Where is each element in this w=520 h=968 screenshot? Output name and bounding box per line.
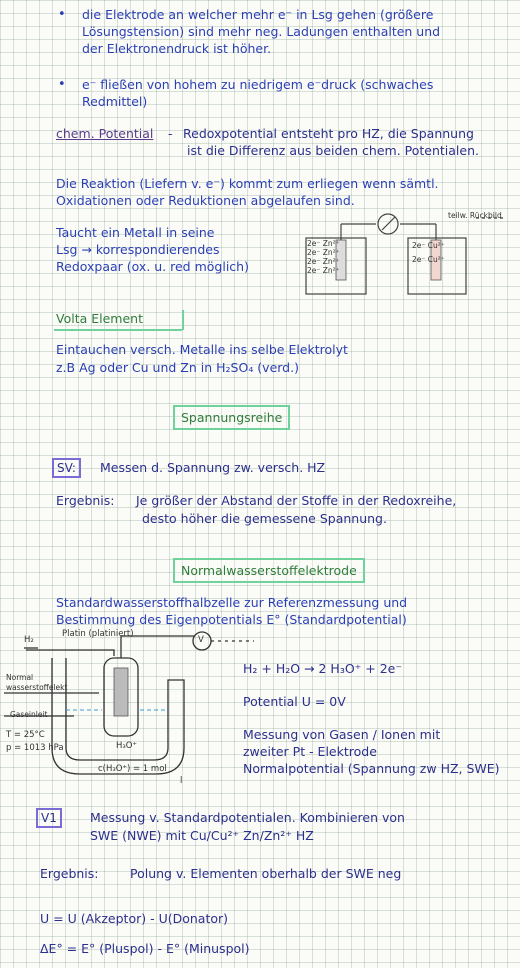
ergebnis1-line1: Je größer der Abstand der Stoffe in der Redoxreihe,: [136, 493, 457, 508]
reaction-line2: Oxidationen oder Reduktionen abgelaufen sind.: [56, 193, 355, 208]
pressure-label: p = 1013 hPa: [6, 743, 64, 753]
eq-m2: zweiter Pt - Elektrode: [243, 744, 377, 759]
diagram1-label: teilw. Rückbild: [448, 211, 502, 220]
ergebnis1-line2: desto höher die gemessene Spannung.: [142, 511, 387, 526]
conc-label: c(H₃O⁺) = 1 mol: [98, 764, 167, 774]
bullet-dot: •: [58, 77, 66, 92]
bullet1-line2: Lösungstension) sind mehr neg. Ladungen enthalten und: [82, 24, 441, 39]
standard-line1: Standardwasserstoffhalbzelle zur Referenzmessung und: [56, 595, 408, 610]
volta-line1: Eintauchen versch. Metalle ins selbe Elektrolyt: [56, 342, 348, 357]
diagram1-cell: 2e⁻ Cu²⁺: [412, 241, 445, 250]
volta-title: Volta Element: [56, 311, 143, 326]
diagram1-cell: 2e⁻ Zn²⁺: [307, 266, 340, 275]
v1-line1: Messung v. Standardpotentialen. Kombinieren von: [90, 810, 405, 825]
gaseinleit-label: Gaseinleit: [10, 710, 48, 719]
v1-line2: SWE (NWE) mit Cu/Cu²⁺ Zn/Zn²⁺ HZ: [90, 828, 314, 843]
diagram1-cell: 2e⁻ Zn²⁺: [307, 248, 340, 257]
diagram1-cell: 2e⁻ Zn²⁺: [307, 257, 340, 266]
eq-potential: Potential U = 0V: [243, 694, 346, 709]
ergebnis2-label: Ergebnis:: [40, 866, 99, 881]
standard-line2: Bestimmung des Eigenpotentials E° (Standardpotential): [56, 612, 407, 627]
platin-label: Platin (platiniert): [62, 629, 134, 639]
normal-label: wasserstoffelekt: [6, 683, 68, 692]
ergebnis2-text: Polung v. Elementen oberhalb der SWE neg: [130, 866, 402, 881]
sv-label: SV:: [52, 458, 81, 478]
chem-line2: ist die Differenz aus beiden chem. Potentialen.: [187, 143, 479, 158]
spannungsreihe-heading: Spannungsreihe: [173, 405, 290, 430]
volta-bracket: [182, 310, 184, 330]
bullet2-line2: Redmittel): [82, 94, 148, 109]
formula-u: U = U (Akzeptor) - U(Donator): [40, 911, 229, 926]
reaction-line1: Die Reaktion (Liefern v. e⁻) kommt zum erliegen wenn sämtl.: [56, 176, 439, 191]
v1-label: V1: [36, 808, 62, 828]
chem-line1: Redoxpotential entsteht pro HZ, die Spannung: [183, 126, 474, 141]
voltmeter-label: V: [198, 635, 204, 645]
eq-m1: Messung von Gasen / Ionen mit: [243, 727, 441, 742]
h2-label: H₂: [24, 635, 34, 645]
metal-line2: Lsg → korrespondierendes: [56, 242, 220, 257]
chem-dash: -: [168, 126, 173, 141]
sv-text: Messen d. Spannung zw. versch. HZ: [100, 460, 326, 475]
eq-reaction: H₂ + H₂O → 2 H₃O⁺ + 2e⁻: [243, 661, 402, 676]
ergebnis1-label: Ergebnis:: [56, 493, 115, 508]
formula-e: ΔE° = E° (Pluspol) - E° (Minuspol): [40, 941, 250, 956]
chem-potential-label: chem. Potential: [56, 126, 154, 141]
diagram1-cell: 2e⁻ Cu²⁺: [412, 255, 445, 264]
nwe-heading: Normalwasserstoffelektrode: [173, 558, 365, 583]
diagram1-cell: 2e⁻ Zn²⁺: [307, 239, 340, 248]
bullet2-line1: e⁻ fließen von hohem zu niedrigem e⁻druck (schwaches: [82, 77, 434, 92]
volta-underline: [54, 329, 182, 331]
bullet1-line3: der Elektronendruck ist höher.: [82, 41, 272, 56]
bullet-dot: •: [58, 7, 66, 22]
normal-label: Normal: [6, 673, 34, 682]
metal-line3: Redoxpaar (ox. u. red möglich): [56, 259, 249, 274]
metal-line1: Taucht ein Metall in seine: [56, 225, 215, 240]
bullet1-line1: die Elektrode an welcher mehr e⁻ in Lsg gehen (größere: [82, 7, 434, 22]
conc-den: l: [180, 776, 183, 786]
eq-m3: Normalpotential (Spannung zw HZ, SWE): [243, 761, 500, 776]
temp-label: T = 25°C: [6, 730, 45, 740]
volta-line2: z.B Ag oder Cu und Zn in H₂SO₄ (verd.): [56, 360, 299, 375]
h3o-label: H₃O⁺: [116, 741, 137, 751]
